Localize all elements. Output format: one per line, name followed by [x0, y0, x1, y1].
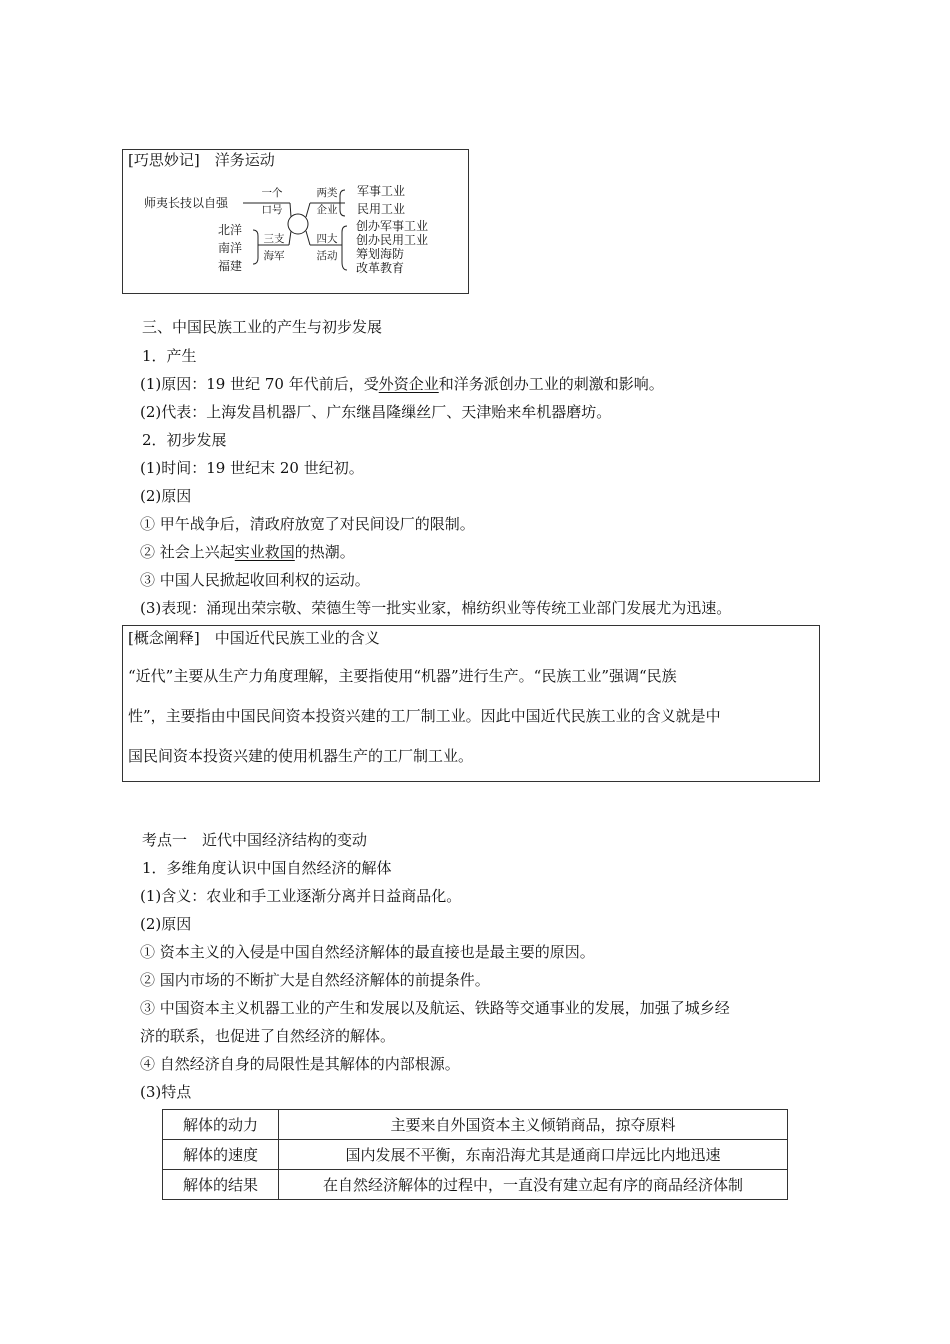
table-value-cell: 主要来自外国资本主义倾销商品，掠夺原料	[279, 1110, 788, 1140]
activity-item: 筹划海防	[356, 247, 405, 261]
slogan-line-2: 口号	[261, 204, 283, 216]
enterprise-item: 民用工业	[357, 202, 406, 216]
kaodian-cause-2: ② 国内市场的不断扩大是自然经济解体的前提条件。	[140, 971, 490, 989]
table-row	[163, 1170, 788, 1200]
kaodian-cause-3a: ③ 中国资本主义机器工业的产生和发展以及航运、铁路等交通事业的发展，加强了城乡经	[140, 999, 730, 1017]
reason2-text-a: ② 社会上兴起	[140, 543, 235, 561]
mnemonic-navy-label	[260, 233, 288, 263]
activity-item: 创办军事工业	[356, 219, 429, 233]
table-row	[163, 1110, 788, 1140]
kaodian-feature: (3)特点	[140, 1083, 192, 1101]
concept-title: [概念阐释] 中国近代民族工业的含义	[128, 629, 380, 647]
section3-reason-2	[140, 542, 355, 562]
kaodian-meaning: (1)含义：农业和手工业逐渐分离并日益商品化。	[140, 887, 462, 905]
navy-line-1: 三支	[263, 233, 285, 245]
enterprises-line-1: 两类	[316, 187, 338, 199]
table-key-cell: 解体的动力	[163, 1110, 279, 1140]
table-key-cell: 解体的结果	[163, 1170, 279, 1200]
feature-table	[162, 1109, 788, 1200]
section3-heading: 三、中国民族工业的产生与初步发展	[142, 318, 383, 336]
table-row	[163, 1140, 788, 1170]
cause-text-a: (1)原因：19 世纪 70 年代前后，受	[140, 375, 379, 393]
concept-line-1: “近代”主要从生产力角度理解，主要指使用“机器”进行生产。“民族工业”强调“民族	[128, 667, 677, 685]
mnemonic-title: [巧思妙记] 洋务运动	[128, 151, 275, 169]
concept-line-3: 国民间资本投资兴建的使用机器生产的工厂制工业。	[128, 747, 474, 765]
slogan-line-1: 一个	[261, 187, 283, 199]
section3-p2-title: 2．初步发展	[142, 431, 227, 449]
table-value-cell: 在自然经济解体的过程中，一直没有建立起有序的商品经济体制	[279, 1170, 788, 1200]
mnemonic-diagram-lines	[0, 0, 950, 300]
enterprise-item: 军事工业	[357, 184, 406, 198]
section3-p1-cause	[140, 374, 664, 394]
navy-item: 福建	[218, 259, 243, 273]
table-value-cell: 国内发展不平衡，东南沿海尤其是通商口岸远比内地迅速	[279, 1140, 788, 1170]
section3-p1-rep: (2)代表：上海发昌机器厂、广东继昌隆缫丝厂、天津贻来牟机器磨坊。	[140, 403, 612, 421]
reason2-text-b: 的热潮。	[294, 543, 355, 561]
cause-text-b: 和洋务派创办工业的刺激和影响。	[438, 375, 664, 393]
mnemonic-enterprises-label	[313, 187, 341, 217]
kaodian-s1: 1．多维角度认识中国自然经济的解体	[142, 859, 392, 877]
mnemonic-slogan-label	[258, 187, 286, 217]
section3-p2-time: (1)时间：19 世纪末 20 世纪初。	[140, 459, 364, 477]
reason2-underlined: 实业救国	[234, 543, 295, 561]
mnemonic-activities-label	[313, 233, 341, 263]
kaodian-cause-3b: 济的联系，也促进了自然经济的解体。	[140, 1027, 396, 1045]
section3-p2-perf: (3)表现：涌现出荣宗敬、荣德生等一批实业家，棉纺织业等传统工业部门发展尤为迅速。	[140, 599, 732, 617]
concept-line-2: 性”，主要指由中国民间资本投资兴建的工厂制工业。因此中国近代民族工业的含义就是中	[128, 707, 721, 725]
section3-p1-title: 1．产生	[142, 347, 197, 365]
mnemonic-center-label: 师夷长技以自强	[144, 196, 229, 210]
section3-reason-1: ① 甲午战争后，清政府放宽了对民间设厂的限制。	[140, 515, 475, 533]
activities-line-2: 活动	[316, 250, 338, 262]
cause-underlined: 外资企业	[378, 375, 439, 393]
section3-p2-reason: (2)原因	[140, 487, 192, 505]
kaodian-reason: (2)原因	[140, 915, 192, 933]
kaodian-heading: 考点一 近代中国经济结构的变动	[142, 831, 368, 849]
section3-reason-3: ③ 中国人民掀起收回利权的运动。	[140, 571, 370, 589]
activities-line-1: 四大	[316, 233, 338, 245]
table-key-cell: 解体的速度	[163, 1140, 279, 1170]
enterprises-line-2: 企业	[316, 204, 338, 216]
navy-item: 南洋	[218, 241, 243, 255]
kaodian-cause-1: ① 资本主义的入侵是中国自然经济解体的最直接也是最主要的原因。	[140, 943, 595, 961]
navy-item: 北洋	[218, 223, 243, 237]
activity-item: 改革教育	[356, 261, 405, 275]
kaodian-cause-4: ④ 自然经济自身的局限性是其解体的内部根源。	[140, 1055, 460, 1073]
navy-line-2: 海军	[263, 250, 285, 262]
activity-item: 创办民用工业	[356, 233, 429, 247]
